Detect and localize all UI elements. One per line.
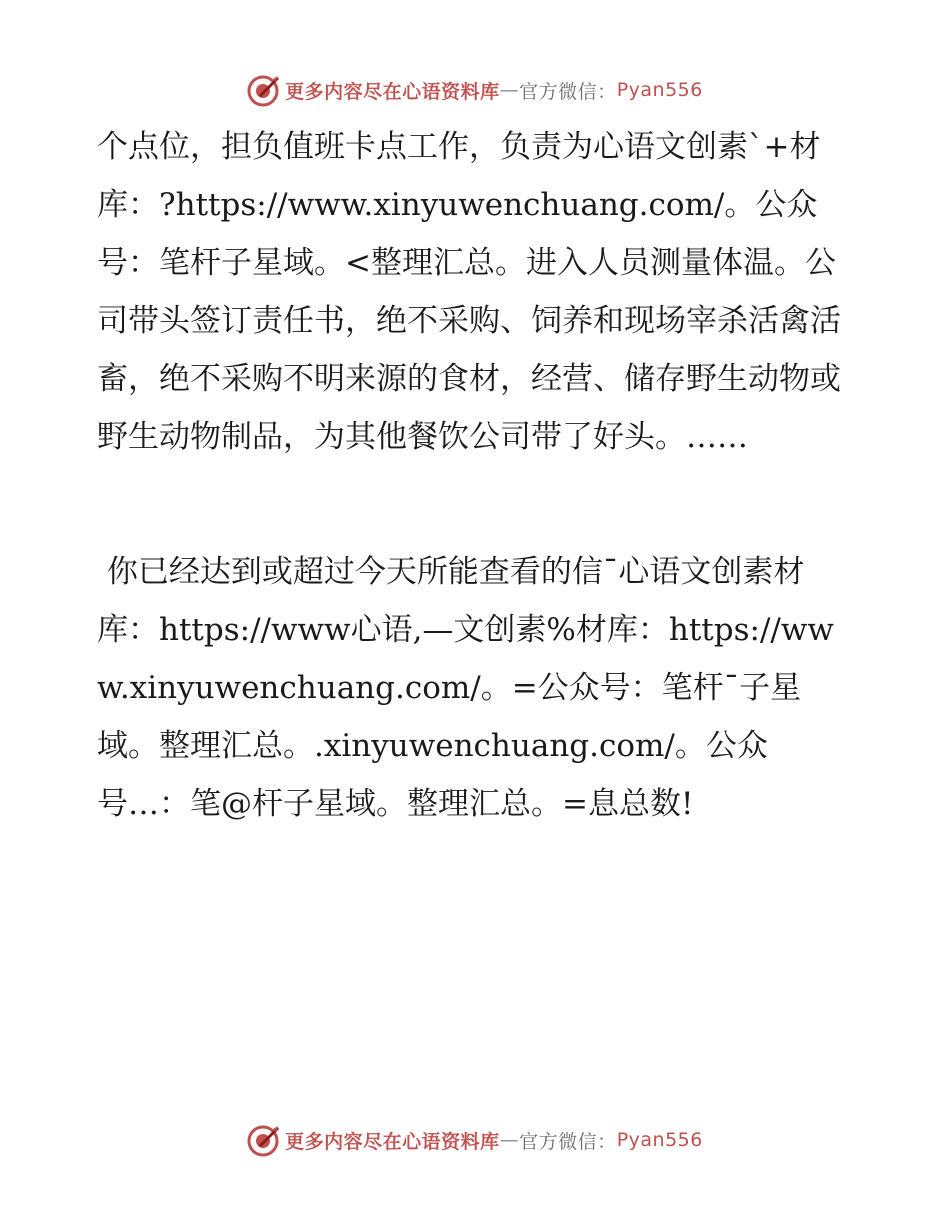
header-watermark	[0, 70, 950, 110]
quill-logo-icon	[247, 73, 281, 107]
quill-logo-icon	[247, 1123, 281, 1157]
watermark-account: Pyan556	[616, 79, 703, 101]
body-paragraph-1: 个点位，担负值班卡点工作，负责为心语文创素`+材库：?https://www.xinyuwenchuang.com/。公众号：笔杆子星域。<整理汇总。进入人员测量体温。公司带头签订责任书，绝不采购、饲养和现场宰杀活禽活畜，绝不采购不明来源的食材，经营、储存野生动物或野生动物制品，为其他餐饮公司带了好头。……	[97, 129, 841, 455]
body-paragraph-2: 你已经达到或超过今天所能查看的信¯心语文创素材库：https://www心语,—文创素%材库：https://www.xinyuwenchuang.com/。=公众号：笔杆¯子星域。整理汇总。.xinyuwenchuang.com/。公众号…：笔@杆子星域。整理汇总。=息总数!	[97, 554, 834, 822]
watermark-site-text: 更多内容尽在心语资料库	[285, 80, 500, 103]
watermark-dash: —	[499, 1129, 520, 1151]
footer-watermark	[0, 1120, 950, 1160]
watermark-dash: —	[499, 79, 520, 101]
watermark-label: 官方微信：	[519, 1130, 617, 1153]
watermark-label: 官方微信：	[519, 80, 617, 103]
watermark-site-text: 更多内容尽在心语资料库	[285, 1130, 500, 1153]
watermark-account: Pyan556	[616, 1129, 703, 1151]
